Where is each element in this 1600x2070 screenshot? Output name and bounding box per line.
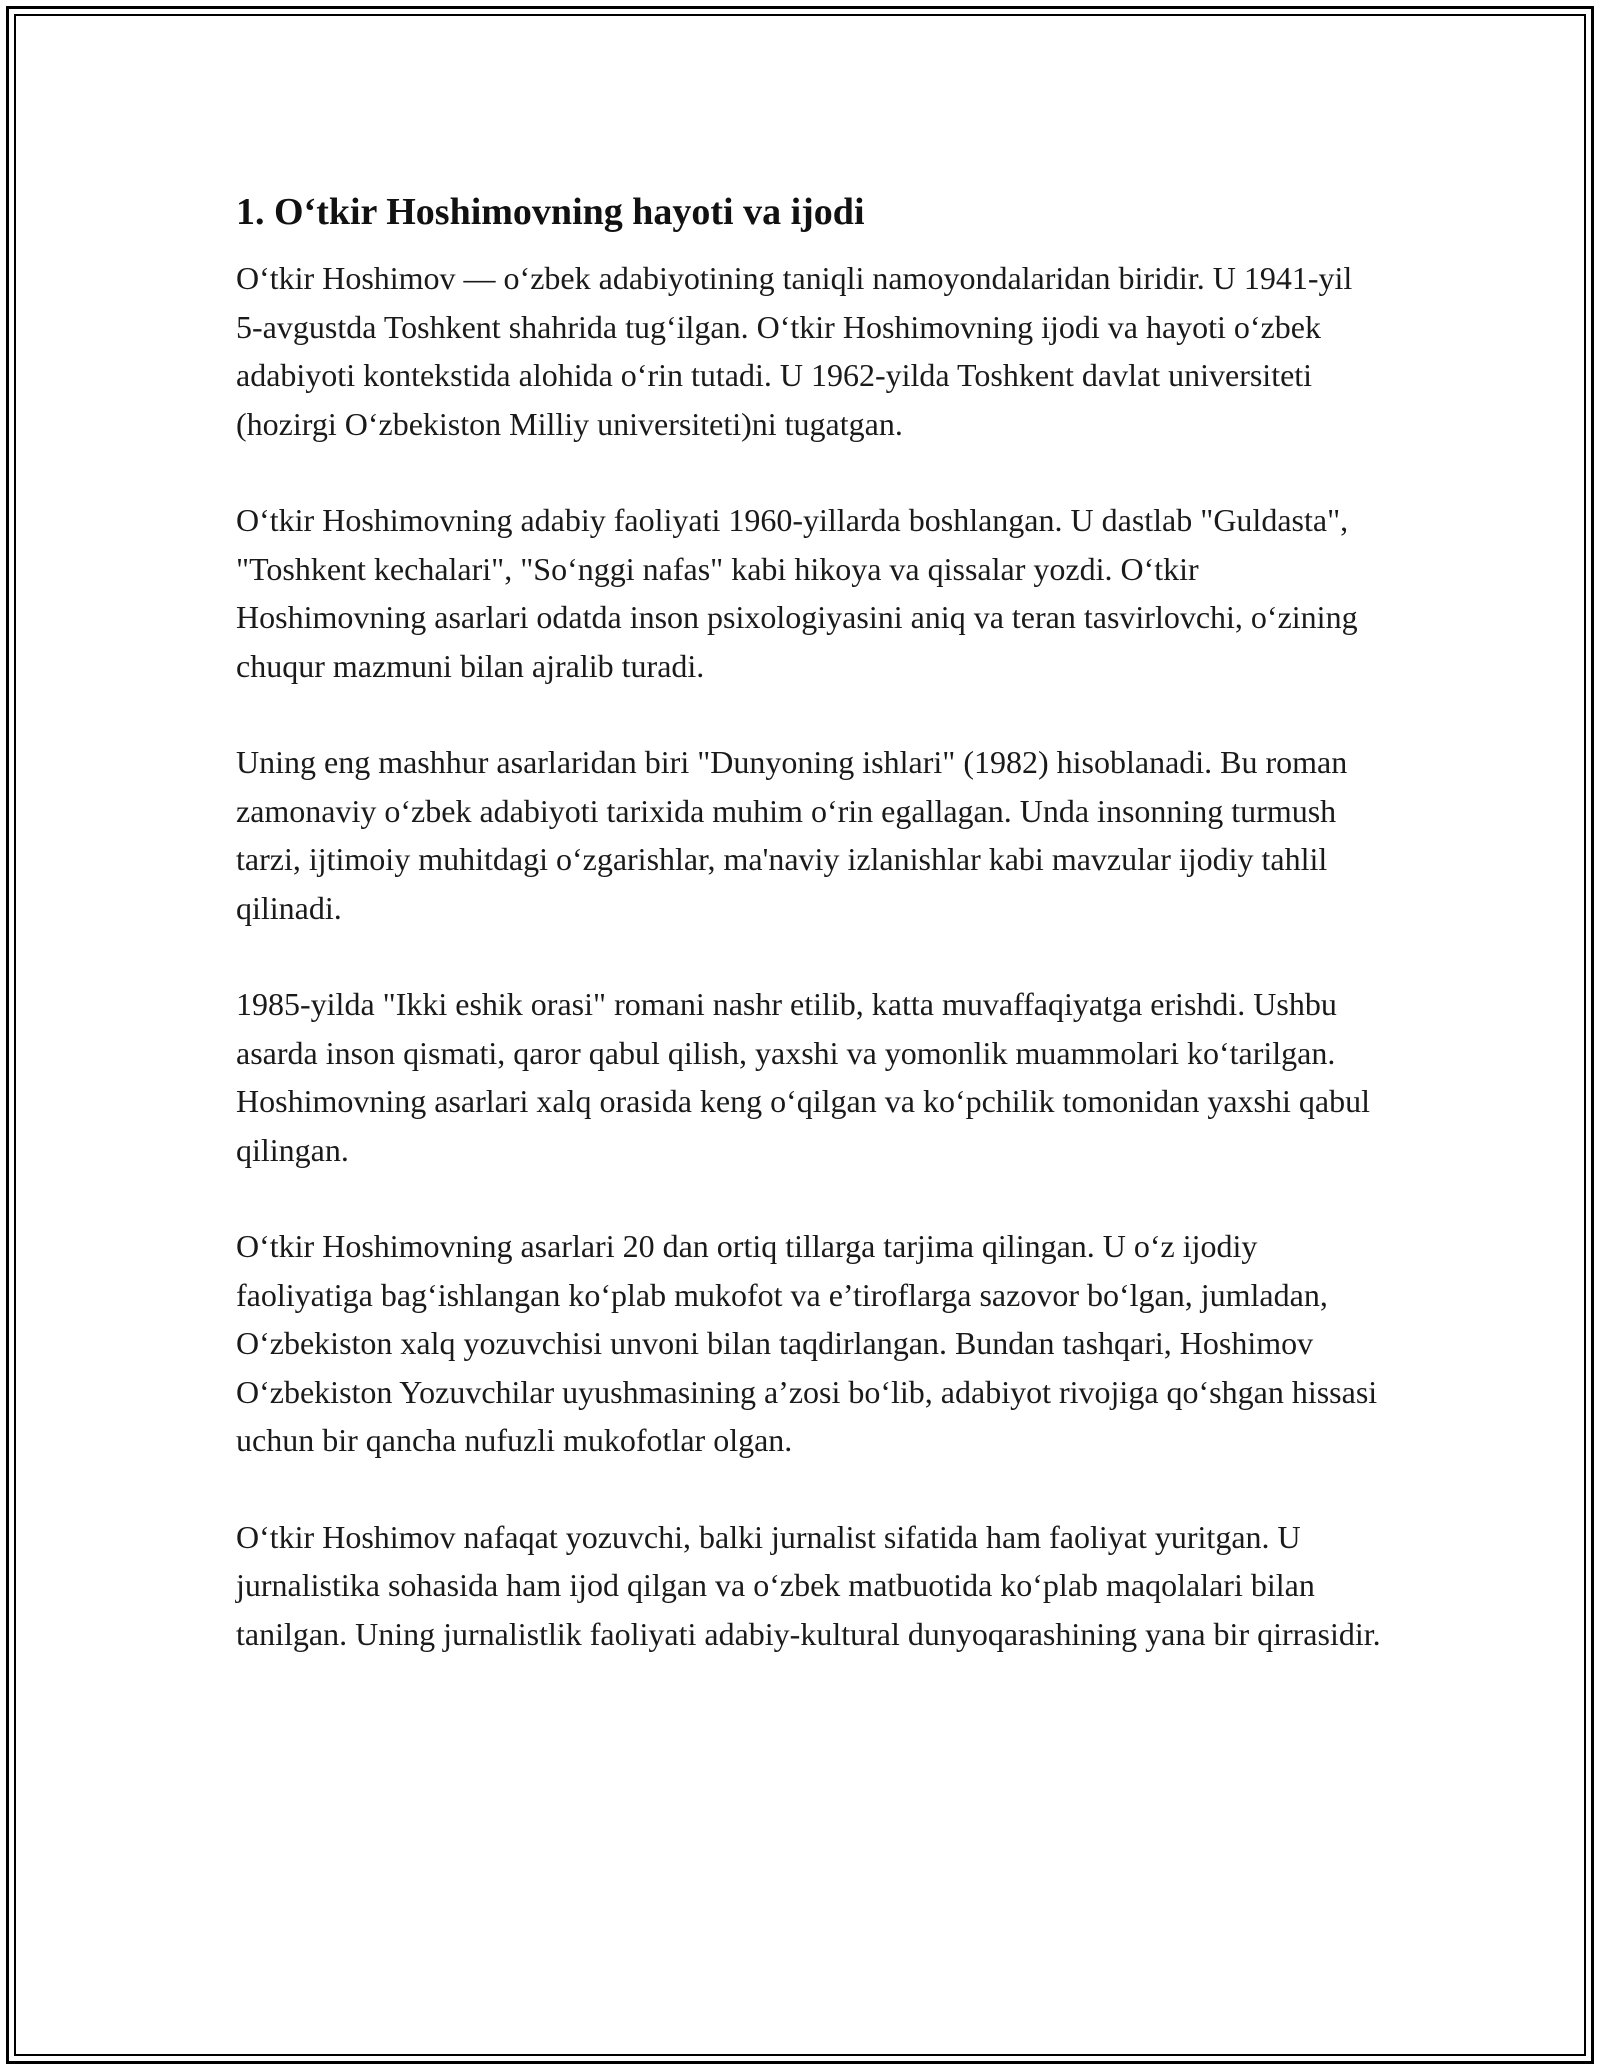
paragraph-5: O‘tkir Hoshimovning asarlari 20 dan ortiq tillarga tarjima qilingan. U o‘z ijodiy faoliyatiga bag‘ishlangan ko‘plab mukofot va e’tiroflarga sazovor bo‘lgan, jumladan, O‘zbekiston xalq yozuvchisi unvoni bilan taqdirlangan. Bundan tashqari, Hoshimov O‘zbekiston Yozuvchilar uyushmasining a’zosi bo‘lib, adabiyot rivojiga qo‘shgan hissasi uchun bir qancha nufuzli mukofotlar olgan. (236, 1228, 1378, 1458)
paragraph-2: O‘tkir Hoshimovning adabiy faoliyati 1960-yillarda boshlangan. U dastlab "Guldasta", "Toshkent kechalari", "So‘nggi nafas" kabi hikoya va qissalar yozdi. O‘tkir Hoshimovning asarlari odatda inson psixologiyasini aniq va teran tasvirlovchi, o‘zining chuqur mazmuni bilan ajralib turadi. (236, 502, 1358, 684)
paragraph-4: 1985-yilda "Ikki eshik orasi" romani nashr etilib, katta muvaffaqiyatga erishdi. Ushbu asarda inson qismati, qaror qabul qilish, yaxshi va yomonlik muammolari ko‘tarilgan. Hoshimovning asarlari xalq orasida keng o‘qilgan va ko‘pchilik tomonidan yaxshi qabul qilingan. (236, 986, 1370, 1168)
section-heading: 1. O‘tkir Hoshimovning hayoti va ijodi (236, 191, 865, 233)
document-body (236, 188, 1386, 1706)
paragraph-1: O‘tkir Hoshimov — o‘zbek adabiyotining taniqli namoyondalaridan biridir. U 1941-yil 5-avgustda Toshkent shahrida tug‘ilgan. O‘tkir Hoshimovning ijodi va hayoti o‘zbek adabiyoti kontekstida alohida o‘rin tutadi. U 1962-yilda Toshkent davlat universiteti (hozirgi O‘zbekiston Milliy universiteti)ni tugatgan. (236, 260, 1353, 442)
paragraph-3: Uning eng mashhur asarlaridan biri "Dunyoning ishlari" (1982) hisoblanadi. Bu roman zamonaviy o‘zbek adabiyoti tarixida muhim o‘rin egallagan. Unda insonning turmush tarzi, ijtimoiy muhitdagi o‘zgarishlar, ma'naviy izlanishlar kabi mavzular ijodiy tahlil qilinadi. (236, 744, 1348, 926)
paragraph-6: O‘tkir Hoshimov nafaqat yozuvchi, balki jurnalist sifatida ham faoliyat yuritgan. U jurnalistika sohasida ham ijod qilgan va o‘zbek matbuotida ko‘plab maqolalari bilan tanilgan. Uning jurnalistlik faoliyati adabiy-kultural dunyoqarashining yana bir qirrasidir. (236, 1518, 1381, 1652)
